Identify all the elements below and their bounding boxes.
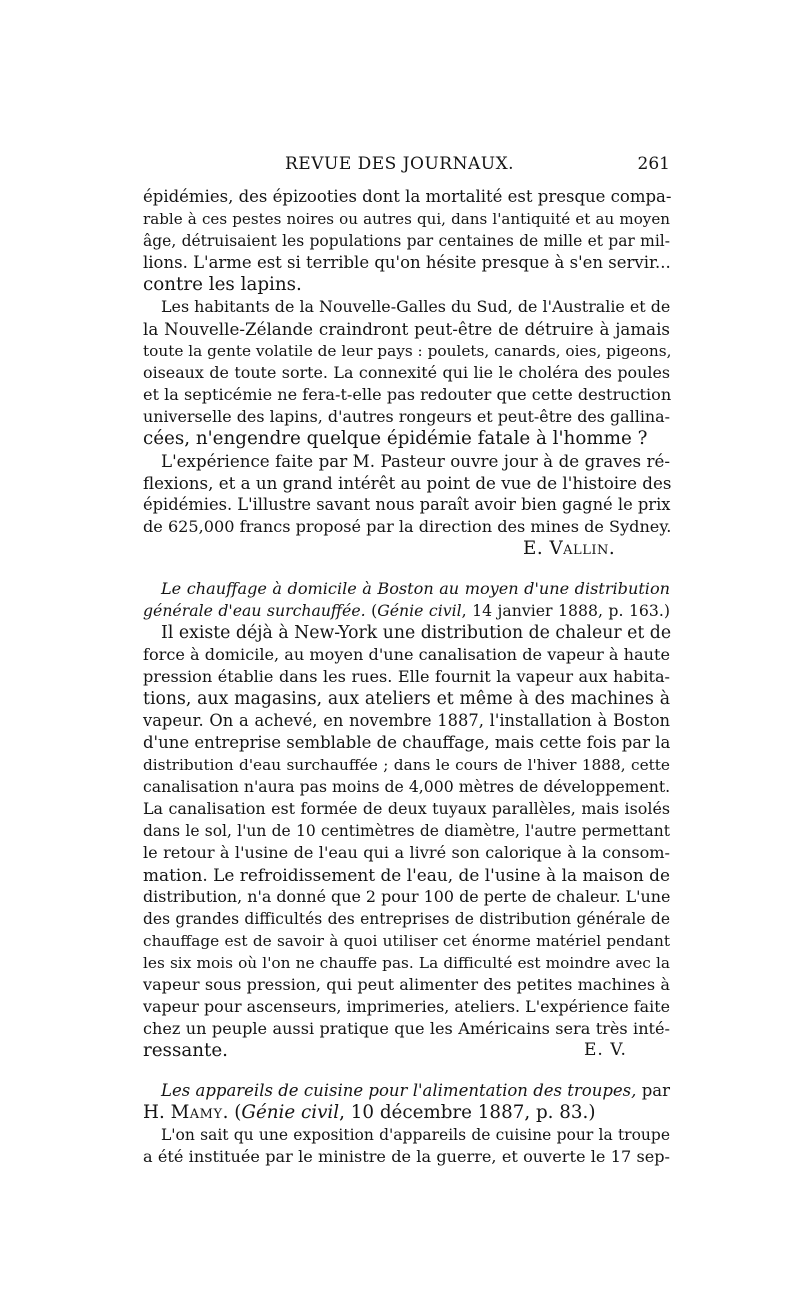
text-line: d'une entreprise semblable de chauffage, mais cette fois par la [143,733,671,752]
text-line: Les habitants de la Nouvelle-Galles du Sud, de l'Australie et de [161,297,671,316]
text-line: vapeur pour ascenseurs, imprimeries, ateliers. L'expérience faite [143,997,670,1016]
text-line: L'expérience faite par M. Pasteur ouvre jour à de graves ré- [161,451,670,471]
text-line: vapeur. On a achevé, en novembre 1887, l'installation à Boston [143,711,670,730]
text-line: Il existe déjà à New-York une distribution de chaleur et de [161,623,672,643]
signature: E. V. [584,1040,627,1060]
article-citation: H. Mamy. (Génie civil, 10 décembre 1887, p. 83.) [143,1102,596,1123]
text-line: cées, n'engendre quelque épidémie fatale à l'homme ? [143,428,648,449]
text-line: canalisation n'aura pas moins de 4,000 mètres de développement. [143,777,671,796]
page-header [143,154,670,182]
text-line: La canalisation est formée de deux tuyaux parallèles, mais isolés [143,799,670,818]
text-line: force à domicile, au moyen d'une canalisation de vapeur à haute [143,645,670,664]
text-line: le retour à l'usine de l'eau qui a livré son calorique à la consom- [143,843,670,862]
text-line: pression établie dans les rues. Elle fournit la vapeur aux habita- [143,667,670,686]
text-line: ressante. [143,1040,228,1061]
text-line: les six mois où l'on ne chauffe pas. La difficulté est moindre avec la [143,954,670,972]
text-line: oiseaux de toute sorte. La connexité qui lie le choléra des poules [143,363,670,382]
text-line: toute la gente volatile de leur pays : poulets, canards, oies, pigeons, [143,342,672,360]
text-line: contre les lapins. [143,274,302,295]
text-line: chez un peuple aussi pratique que les Américains sera très inté- [143,1019,670,1038]
author-name: Mamy [170,1102,223,1123]
text-line: vapeur sous pression, qui peut alimenter des petites machines à [143,975,670,994]
text-line: des grandes difficultés des entreprises de distribution générale de [143,910,670,928]
article-citation: générale d'eau surchauffée. (Génie civil, 14 janvier 1888, p. 163.) [143,601,670,620]
text-line: la Nouvelle-Zélande craindront peut-être de détruire à jamais [143,319,670,339]
text-line: et la septicémie ne fera-t-elle pas redouter que cette destruction [143,385,672,404]
signature [523,538,670,560]
signature-text: E. Vallin. [523,538,616,559]
text-line: rable à ces pestes noires ou autres qui, dans l'antiquité et au moyen [143,210,670,228]
text-line: chauffage est de savoir à quoi utiliser cet énorme matériel pendant [143,932,670,950]
text-line: distribution, n'a donné que 2 pour 100 de perte de chaleur. L'une [143,887,671,906]
text-line: flexions, et a un grand intérêt au point de vue de l'histoire des [143,473,672,493]
text-line: tions, aux magasins, aux ateliers et même à des machines à [143,689,670,709]
article-title: Le chauffage à domicile à Boston au moyen d'une distribution [161,579,670,598]
text-line: âge, détruisaient les populations par centaines de mille et par mil- [143,232,670,250]
page-number: 261 [637,154,670,174]
text-line: de 625,000 francs proposé par la direction des mines de Sydney. [143,517,672,536]
article-title: Les appareils de cuisine pour l'alimentation des troupes, par [161,1081,670,1100]
text-line: distribution d'eau surchauffée ; dans le cours de l'hiver 1888, cette [143,756,670,774]
text-line: dans le sol, l'un de 10 centimètres de diamètre, l'autre permettant [143,822,670,840]
text-line: épidémies, des épizooties dont la mortalité est presque compa- [143,187,672,206]
text-line: L'on sait qu une exposition d'appareils de cuisine pour la troupe [161,1126,670,1144]
text-line: a été instituée par le ministre de la guerre, et ouverte le 17 sep- [143,1147,670,1166]
running-head: REVUE DES JOURNAUX. [285,154,515,174]
text-line: épidémies. L'illustre savant nous paraît avoir bien gagné le prix [143,495,671,514]
text-line: lions. L'arme est si terrible qu'on hésite presque à s'en servir... [143,253,671,272]
text-line: universelle des lapins, d'autres rongeurs et peut-être des gallina- [143,407,670,426]
text-line: mation. Le refroidissement de l'eau, de l'usine à la maison de [143,865,670,885]
